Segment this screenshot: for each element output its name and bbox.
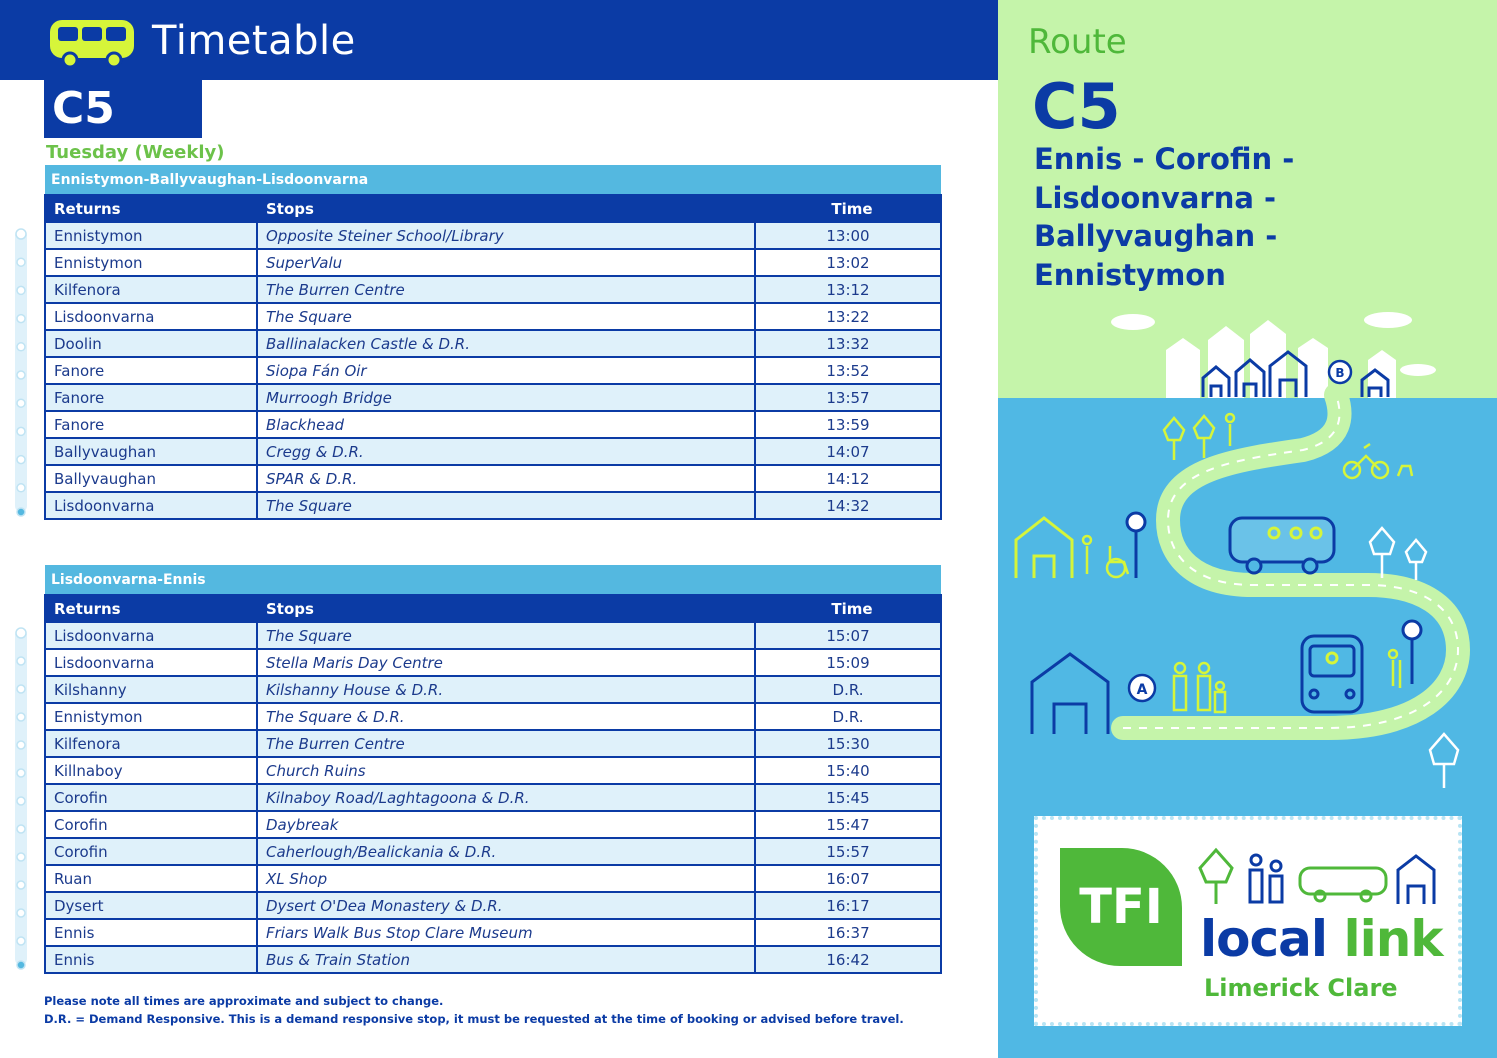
stop-name: Siopa Fán Oir [257,357,755,384]
departure-time: D.R. [755,703,941,730]
stop-town: Ennistymon [45,222,257,249]
stop-town: Doolin [45,330,257,357]
route-stop-dot [17,508,25,516]
bus-icon [1302,636,1362,712]
stop-name: SuperValu [257,249,755,276]
departure-time: 16:17 [755,892,941,919]
departure-time: 13:12 [755,276,941,303]
stop-town: Corofin [45,784,257,811]
marker-a: A [1136,682,1148,698]
table-row [45,622,941,649]
stop-town: Ennistymon [45,703,257,730]
stop-name: Blackhead [257,411,755,438]
route-stop-dot [17,685,25,693]
stop-name: Murroogh Bridge [257,384,755,411]
route-stop-dot [17,427,25,435]
stop-name: Friars Walk Bus Stop Clare Museum [257,919,755,946]
tree-icon [1164,416,1214,460]
stop-name: Bus & Train Station [257,946,755,973]
region-label: Limerick Clare [1204,974,1398,1002]
stop-town: Ennis [45,919,257,946]
table-row [45,649,941,676]
route-badge: C5 [44,80,202,138]
route-stop-dot [17,399,25,407]
route-stop-dot [17,371,25,379]
table-row [45,946,941,973]
stop-name: SPAR & D.R. [257,465,755,492]
column-header-returns: Returns [45,195,257,222]
cyclist-icon [1344,444,1412,478]
departure-time: D.R. [755,676,941,703]
local-link-logo [1034,816,1462,1026]
table-row [45,438,941,465]
departure-time: 15:09 [755,649,941,676]
route-stop-dot [17,961,25,969]
stop-town: Kilfenora [45,276,257,303]
route-stop-dot [17,484,25,492]
departure-time: 13:57 [755,384,941,411]
header-bar [0,0,998,80]
bus-icon [1300,868,1386,901]
departure-time: 16:42 [755,946,941,973]
departure-time: 13:32 [755,330,941,357]
stop-name: The Square [257,303,755,330]
stop-town: Ruan [45,865,257,892]
departure-time: 16:37 [755,919,941,946]
route-destination-line: Ennistymon [1034,257,1226,292]
route-stop-dot [17,258,25,266]
route-line-1 [11,224,31,524]
departure-time: 15:07 [755,622,941,649]
route-stop-dot [17,909,25,917]
route-stop-dot [17,713,25,721]
route-stop-dot [17,657,25,665]
stop-name: The Burren Centre [257,730,755,757]
departure-time: 15:45 [755,784,941,811]
route-destination-line: Ennis - Corofin - [1034,142,1295,176]
route-code: C5 [1032,70,1121,143]
section-title: Lisdoonvarna-Ennis [45,565,941,595]
marker-b: B [1335,366,1345,380]
table-row [45,703,941,730]
wordmark-local: local [1200,910,1328,968]
table-row [45,784,941,811]
column-header-stops: Stops [257,595,755,622]
column-header-returns: Returns [45,595,257,622]
route-stop-dot [17,937,25,945]
table-row [45,276,941,303]
stop-name: Kilnaboy Road/Laghtagoona & D.R. [257,784,755,811]
stop-town: Lisdoonvarna [45,622,257,649]
column-header-stops: Stops [257,195,755,222]
stop-town: Ennistymon [45,249,257,276]
stop-town: Ennis [45,946,257,973]
table-row [45,357,941,384]
route-destination-line: Lisdoonvarna - [1034,180,1277,215]
departure-time: 15:57 [755,838,941,865]
tfi-logo [1060,848,1182,966]
column-header-time: Time [755,595,941,622]
bus-icon [1230,518,1334,573]
table-row [45,222,941,249]
departure-time: 13:59 [755,411,941,438]
person-icon [1250,855,1282,902]
stop-town: Fanore [45,357,257,384]
timetable-outbound [44,165,942,520]
stop-name: Stella Maris Day Centre [257,649,755,676]
departure-time: 13:02 [755,249,941,276]
route-destinations [1034,140,1334,294]
route-stop-dot [17,741,25,749]
page-title: Timetable [152,18,356,64]
stop-town: Kilshanny [45,676,257,703]
route-stop-dot [17,853,25,861]
stop-name: The Square [257,622,755,649]
stop-name: Ballinalacken Castle & D.R. [257,330,755,357]
table-row [45,865,941,892]
tree-icon [1370,528,1458,788]
route-stop-dot [16,628,26,638]
departure-time: 15:47 [755,811,941,838]
route-stop-dot [17,456,25,464]
departure-time: 13:52 [755,357,941,384]
tfi-logo-text: TFI [1079,879,1163,935]
local-link-wordmark [1200,910,1443,968]
wordmark-link: link [1343,910,1443,968]
departure-time: 14:12 [755,465,941,492]
route-stop-dot [16,229,26,239]
stop-town: Corofin [45,838,257,865]
stop-name: The Square & D.R. [257,703,755,730]
stop-town: Fanore [45,384,257,411]
table-row [45,492,941,519]
route-stop-dot [17,286,25,294]
logo-pictograms [1190,846,1440,908]
column-header-time: Time [755,195,941,222]
stop-name: XL Shop [257,865,755,892]
bus-icon [48,18,136,68]
disclaimer-note: Please note all times are approximate and subject to change. [44,994,444,1008]
departure-time: 13:22 [755,303,941,330]
departure-time: 16:07 [755,865,941,892]
stop-name: The Burren Centre [257,276,755,303]
table-row [45,838,941,865]
route-stop-dot [17,825,25,833]
stop-name: Daybreak [257,811,755,838]
stop-name: Kilshanny House & D.R. [257,676,755,703]
stop-town: Ballyvaughan [45,438,257,465]
departure-time: 15:30 [755,730,941,757]
departure-time: 14:32 [755,492,941,519]
route-label: Route [1028,22,1127,62]
departure-time: 13:00 [755,222,941,249]
stop-name: Cregg & D.R. [257,438,755,465]
timetable-return [44,565,942,974]
route-stop-dot [17,315,25,323]
stop-name: Church Ruins [257,757,755,784]
stop-name: Dysert O'Dea Monastery & D.R. [257,892,755,919]
route-line-2 [11,623,31,977]
table-row [45,919,941,946]
route-destination-line: Ballyvaughan - [1034,219,1278,253]
table-row [45,411,941,438]
departure-time: 14:07 [755,438,941,465]
stop-name: The Square [257,492,755,519]
route-stop-dot [17,797,25,805]
stop-town: Lisdoonvarna [45,303,257,330]
table-row [45,676,941,703]
departure-time: 15:40 [755,757,941,784]
table-row [45,892,941,919]
stop-town: Dysert [45,892,257,919]
table-row [45,330,941,357]
table-row [45,757,941,784]
stop-town: Fanore [45,411,257,438]
table-row [45,730,941,757]
stop-name: Opposite Steiner School/Library [257,222,755,249]
stop-town: Lisdoonvarna [45,649,257,676]
route-stop-dot [17,343,25,351]
stop-town: Kilfenora [45,730,257,757]
house-icon [1398,856,1434,904]
table-row [45,249,941,276]
stop-town: Killnaboy [45,757,257,784]
table-row [45,811,941,838]
route-illustration [998,300,1497,800]
section-title: Ennistymon-Ballyvaughan-Lisdoonvarna [45,165,941,195]
route-stop-dot [17,881,25,889]
demand-responsive-note: D.R. = Demand Responsive. This is a demand responsive stop, it must be requested at the time of booking or advised before travel. [44,1012,904,1026]
stop-town: Lisdoonvarna [45,492,257,519]
stop-town: Ballyvaughan [45,465,257,492]
tree-icon [1200,850,1232,904]
day-label: Tuesday (Weekly) [46,142,225,163]
table-row [45,465,941,492]
route-stop-dot [17,769,25,777]
stop-name: Caherlough/Bealickania & D.R. [257,838,755,865]
stop-town: Corofin [45,811,257,838]
wheelchair-icon [1107,546,1128,577]
table-row [45,303,941,330]
table-row [45,384,941,411]
house-icon [1016,518,1108,734]
